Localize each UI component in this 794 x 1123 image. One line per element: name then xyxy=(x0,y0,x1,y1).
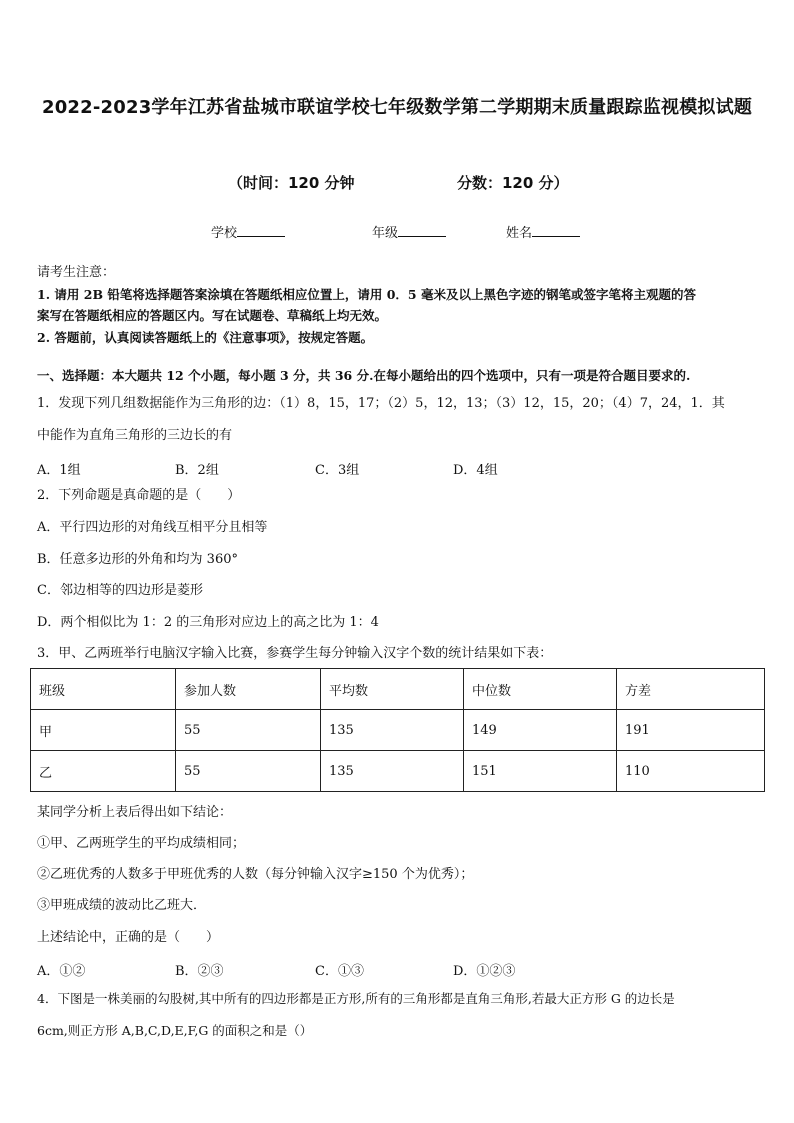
table-cell: 191 xyxy=(617,710,765,751)
name-field xyxy=(506,222,580,241)
q1-option-d: D．4组 xyxy=(453,463,498,478)
school-blank xyxy=(237,224,285,237)
q3-option-a: A．①② xyxy=(37,964,86,979)
q3-option-c: C．①③ xyxy=(315,964,364,979)
school-field xyxy=(211,222,285,241)
school-label: 学校 xyxy=(211,226,238,241)
table-cell: 149 xyxy=(464,710,617,751)
table-row xyxy=(31,751,765,792)
table-cell: 甲 xyxy=(31,710,176,751)
table-cell: 110 xyxy=(617,751,765,792)
q2-stem: 2．下列命题是真命题的是（ ） xyxy=(37,488,241,503)
table-cell: 55 xyxy=(176,751,321,792)
table-header-cell: 方差 xyxy=(617,669,765,710)
table-cell: 55 xyxy=(176,710,321,751)
q3-ask: 上述结论中，正确的是（ ） xyxy=(37,930,220,945)
notice-line-2: 案写在答题纸相应的答题区内。写在试题卷、草稿纸上均无效。 xyxy=(37,308,388,323)
time-label: （时间：120 分钟 xyxy=(228,174,355,192)
table-header-cell: 参加人数 xyxy=(176,669,321,710)
table-row xyxy=(31,710,765,751)
grade-field xyxy=(372,222,446,241)
table-header-cell: 中位数 xyxy=(464,669,617,710)
table-cell: 151 xyxy=(464,751,617,792)
q3-analysis: 某同学分析上表后得出如下结论： xyxy=(37,805,233,820)
q4-stem-line-2: 6cm,则正方形 A,B,C,D,E,F,G 的面积之和是（） xyxy=(37,1023,313,1038)
q3-stats-table xyxy=(30,668,765,792)
q3-conclusion-2: ②乙班优秀的人数多于甲班优秀的人数（每分钟输入汉字≥150 个为优秀）； xyxy=(37,867,474,882)
q3-option-d: D．①②③ xyxy=(453,964,516,979)
table-cell: 135 xyxy=(321,710,464,751)
table-cell: 乙 xyxy=(31,751,176,792)
q1-option-a: A．1组 xyxy=(37,463,81,478)
grade-label: 年级 xyxy=(372,226,399,241)
score-label: 分数：120 分） xyxy=(457,174,569,192)
q2-option-b: B．任意多边形的外角和均为 360° xyxy=(37,552,238,567)
q1-option-c: C．3组 xyxy=(315,463,360,478)
q1-stem-line-2: 中能作为直角三角形的三边长的有 xyxy=(37,428,233,443)
q1-option-b: B．2组 xyxy=(175,463,219,478)
q2-option-d: D．两个相似比为 1：2 的三角形对应边上的高之比为 1：4 xyxy=(37,615,379,630)
name-label: 姓名 xyxy=(506,226,533,241)
q2-option-c: C．邻边相等的四边形是菱形 xyxy=(37,583,203,598)
q2-option-a: A．平行四边形的对角线互相平分且相等 xyxy=(37,520,268,535)
section-heading: 一、选择题：本大题共 12 个小题，每小题 3 分，共 36 分.在每小题给出的四个选项中，只有一项是符合题目要求的. xyxy=(37,368,691,383)
q3-conclusion-3: ③甲班成绩的波动比乙班大． xyxy=(37,898,207,913)
notice-line-1: 1. 请用 2B 铅笔将选择题答案涂填在答题纸相应位置上，请用 0．5 毫米及以上黑色字迹的钢笔或签字笔将主观题的答 xyxy=(37,287,696,302)
name-blank xyxy=(532,224,580,237)
q3-stem: 3．甲、乙两班举行电脑汉字输入比赛，参赛学生每分钟输入汉字个数的统计结果如下表： xyxy=(37,646,553,661)
exam-title: 2022-2023学年江苏省盐城市联谊学校七年级数学第二学期期末质量跟踪监视模拟试题 xyxy=(41,97,753,118)
q4-stem-line-1: 4．下图是一株美丽的勾股树,其中所有的四边形都是正方形,所有的三角形都是直角三角形,若最大正方形 G 的边长是 xyxy=(37,991,675,1006)
q1-stem-line-1: 1．发现下列几组数据能作为三角形的边：（1）8，15，17；（2）5，12，13；（3）12，15，20；（4）7，24，1．其 xyxy=(37,396,725,411)
table-header-row xyxy=(31,669,765,710)
notice-heading: 请考生注意： xyxy=(37,265,116,280)
grade-blank xyxy=(398,224,446,237)
table-header-cell: 平均数 xyxy=(321,669,464,710)
table-cell: 135 xyxy=(321,751,464,792)
q3-option-b: B．②③ xyxy=(175,964,224,979)
q3-conclusion-1: ①甲、乙两班学生的平均成绩相同； xyxy=(37,836,246,851)
notice-line-3: 2. 答题前，认真阅读答题纸上的《注意事项》，按规定答题。 xyxy=(37,330,374,345)
table-header-cell: 班级 xyxy=(31,669,176,710)
